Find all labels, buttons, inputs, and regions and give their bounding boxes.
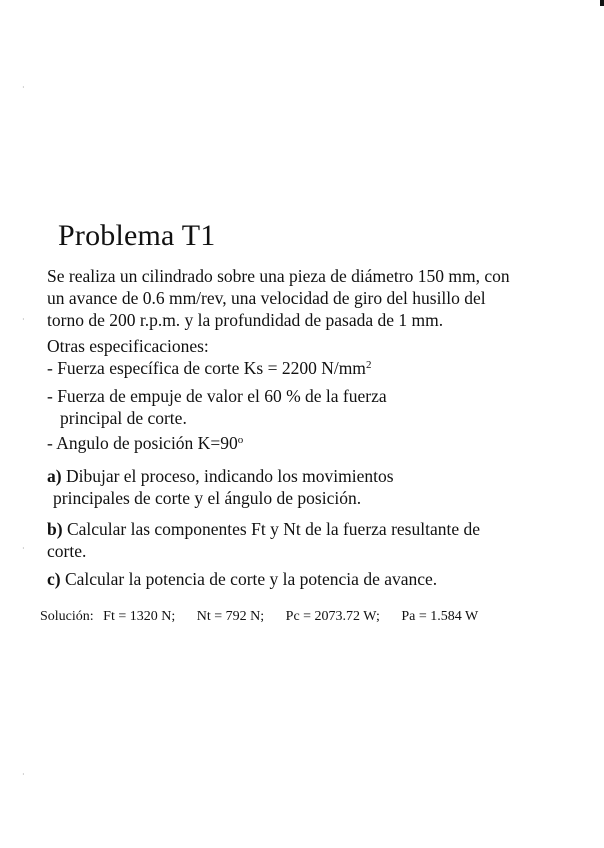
- scan-speck: ·: [22, 83, 25, 92]
- question-a-line: [47, 465, 567, 487]
- scan-speck: ·: [22, 544, 25, 553]
- spec-angulo-text: - Angulo de posición K=90: [47, 433, 238, 453]
- scan-corner-mark: [600, 0, 604, 6]
- spec-ks-superscript: 2: [365, 359, 372, 371]
- question-c-line: [47, 568, 567, 590]
- solution-label: Solución:: [40, 609, 94, 624]
- solution-ft: Ft = 1320 N;: [103, 609, 176, 624]
- spec-item-empuje: [47, 385, 567, 429]
- spec-empuje-line: principal de corte.: [60, 408, 187, 428]
- problem-statement: [47, 265, 567, 331]
- question-c: [47, 568, 567, 590]
- page-title: Problema T1: [58, 219, 216, 252]
- specs-heading-text: Otras especificaciones:: [47, 336, 209, 356]
- spec-item-angulo: [47, 432, 567, 454]
- question-b: [47, 518, 567, 562]
- statement-line: torno de 200 r.p.m. y la profundidad de pasada de 1 mm.: [47, 310, 444, 330]
- question-b-line: corte.: [47, 541, 87, 561]
- scan-speck: ·: [22, 315, 25, 324]
- scan-speck: ·: [22, 770, 25, 779]
- spec-angulo-line: [47, 432, 567, 454]
- question-c-text: Calcular la potencia de corte y la potencia de avance.: [60, 569, 438, 589]
- question-c-label: c): [47, 569, 61, 589]
- question-a: [47, 465, 567, 509]
- spec-item-ks: [47, 357, 567, 379]
- solution-pa: Pa = 1.584 W: [401, 609, 479, 624]
- question-b-line: [47, 518, 567, 540]
- spec-ks-text: - Fuerza específica de corte Ks = 2200 N/mm: [47, 358, 366, 378]
- question-a-line: principales de corte y el ángulo de posición.: [53, 488, 362, 508]
- solution-nt: Nt = 792 N;: [196, 609, 265, 624]
- statement-line: un avance de 0.6 mm/rev, una velocidad de giro del husillo del: [47, 288, 486, 308]
- solution-line: [40, 607, 496, 627]
- spec-ks-line: [47, 357, 567, 379]
- solution-pc: Pc = 2073.72 W;: [285, 609, 380, 624]
- spec-angulo-superscript: o: [237, 434, 244, 446]
- spec-empuje-line: - Fuerza de empuje de valor el 60 % de la fuerza: [47, 386, 387, 406]
- specs-heading: [47, 335, 567, 357]
- question-a-label: a): [47, 466, 62, 486]
- statement-line: Se realiza un cilindrado sobre una pieza de diámetro 150 mm, con: [47, 266, 510, 286]
- question-b-text: Calcular las componentes Ft y Nt de la fuerza resultante de: [62, 519, 480, 539]
- question-a-text: Dibujar el proceso, indicando los movimientos: [61, 466, 394, 486]
- question-b-label: b): [47, 519, 63, 539]
